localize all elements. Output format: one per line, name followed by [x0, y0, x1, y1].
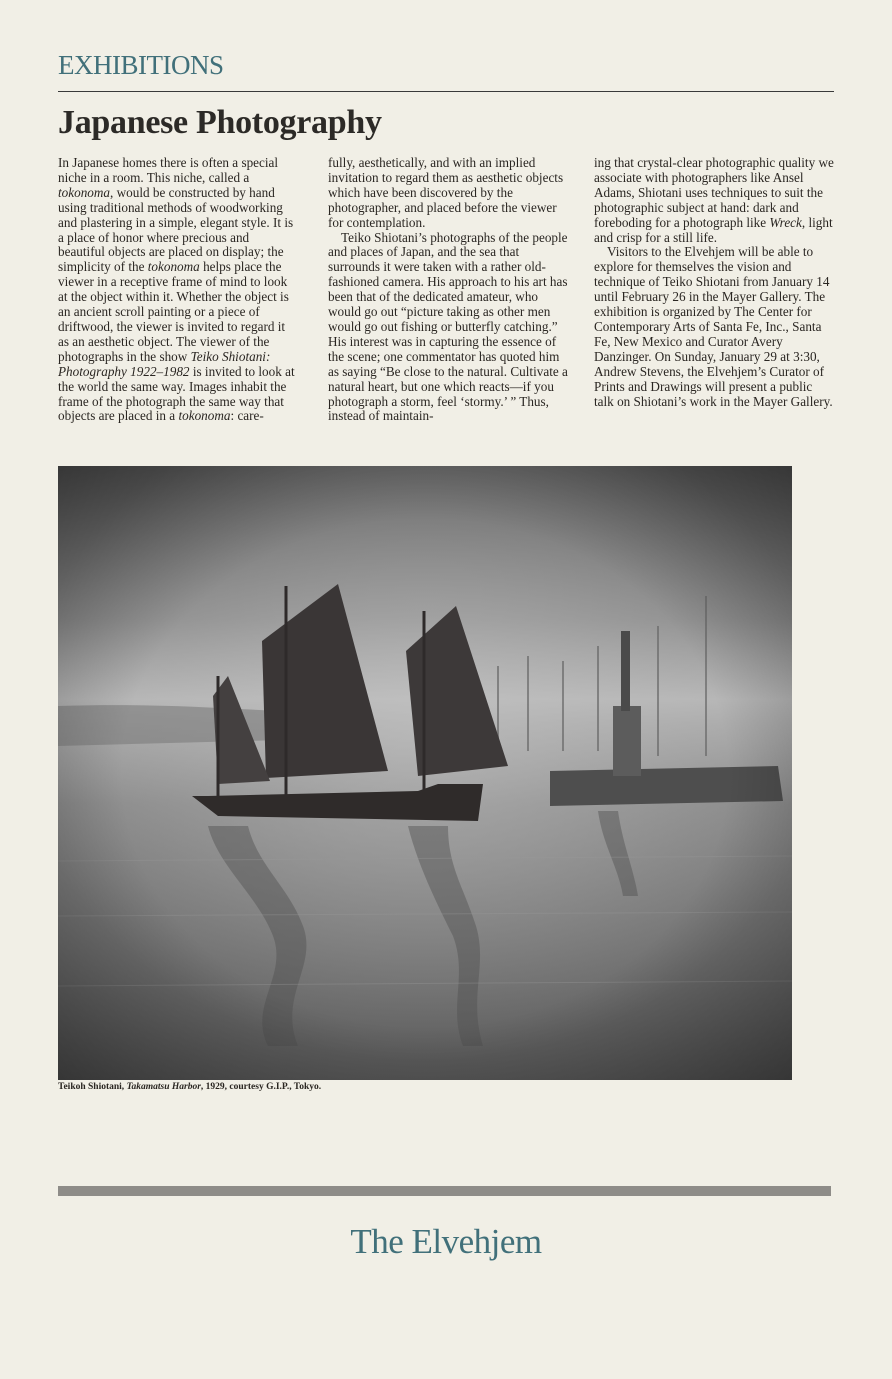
text-run: is invited to look at the world the same way. Images inhabit the frame of the photograph the same way that objects are placed in a — [58, 363, 295, 424]
italic-text: tokonoma — [58, 184, 111, 200]
paragraph: Visitors to the Elvehjem will be able to explore for themselves the vision and technique of Teiko Shiotani from January 14 until February 26 in the Mayer Gallery. The exhibition is organized by The Center for Contemporary Arts of Santa Fe, Inc., Santa Fe, New Mexico and Curator Avery Danzinger. On Sunday, January 29 at 3:30, Andrew Stevens, the Elvehjem’s Curator of Prints and Drawings will present a public talk on Shiotani’s work in the Mayer Gallery. — [594, 244, 833, 409]
italic-text: Takamatsu Harbor — [126, 1082, 201, 1092]
text-run: , 1929, courtesy G.I.P., Tokyo. — [200, 1082, 322, 1092]
paragraph: Teiko Shiotani’s photographs of the people and places of Japan, and the sea that surrounds it were taken with a rather old-fashioned camera. His approach to his art has been that of the dedicated amateur, who would go out “picture taking as other men would go out fishing or butterfly catching.” His interest was in capturing the essence of the scene; one commentator has quoted him as saying “Be close to the natural. Cultivate a natural heart, but one which reacts—if you photograph a storm, feel ‘stormy.’ ” Thus, instead of maintain- — [328, 229, 568, 424]
article-title: Japanese Photography — [58, 104, 382, 141]
text-run: In Japanese homes there is often a special niche in a room. This niche, called a — [58, 155, 279, 185]
paragraph — [58, 156, 298, 424]
text-run: helps place the viewer in a receptive frame of mind to look at the object within it. Whether the object is an ancient scroll painting or a piece of driftwood, the viewer is invited to regard it as an aesthetic object. The viewer of the photographs in the show — [58, 259, 289, 364]
article-column-1 — [58, 156, 298, 424]
italic-text: Wreck — [769, 214, 802, 230]
museum-name: The Elvehjem — [350, 1222, 542, 1261]
text-run: , would be constructed by hand using traditional methods of woodworking and plastering in a simple, elegant style. It is a place of honor where precious and beautiful objects are placed on display; the simplicity of the — [58, 184, 294, 275]
paragraph — [594, 156, 834, 245]
text-run: Teikoh Shiotani, — [58, 1082, 127, 1092]
italic-text: tokonoma — [147, 259, 200, 275]
paragraph: fully, aesthetically, and with an implied invitation to regard them as aesthetic objects which have been discovered by the photographer, and placed before the viewer for contemplation. — [328, 155, 564, 230]
article-column-3 — [594, 156, 834, 409]
header-rule — [58, 91, 834, 92]
section-label: EXHIBITIONS — [58, 50, 224, 80]
footer-rule — [58, 1186, 831, 1196]
text-run: ing that crystal-clear photographic quality we associate with photographers like Ansel Adams, Shiotani uses techniques to suit the photographic subject at hand: dark and foreboding for a photograph like — [594, 155, 834, 230]
text-run: : care- — [230, 408, 264, 424]
photo-caption — [58, 1082, 321, 1092]
italic-text: Teiko Shiotani: Photography 1922–1982 — [58, 348, 271, 379]
harbor-photograph — [58, 466, 792, 1080]
article-column-2 — [328, 156, 568, 424]
italic-text: tokonoma — [178, 408, 231, 424]
photograph-image — [58, 466, 792, 1080]
text-run: , light and crisp for a still life. — [594, 214, 833, 245]
